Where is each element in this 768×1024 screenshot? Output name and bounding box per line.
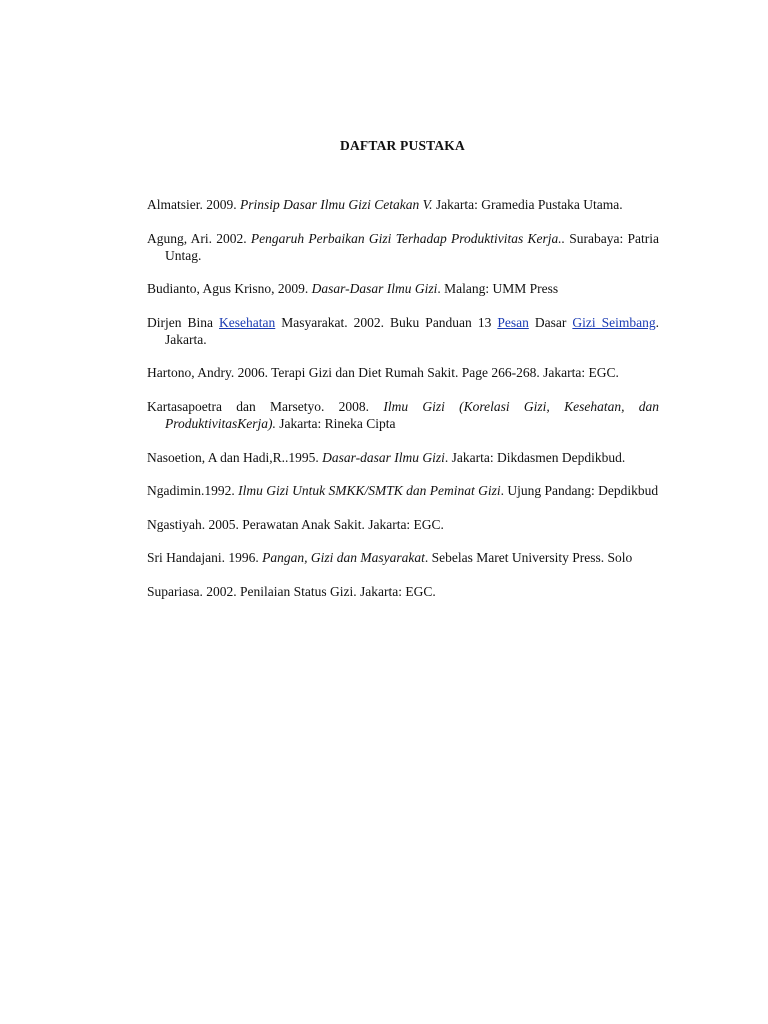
reference-entry <box>147 482 659 499</box>
reference-entry <box>147 280 659 297</box>
reference-entry <box>147 449 659 466</box>
reference-title: Dasar-Dasar Ilmu Gizi <box>311 281 438 297</box>
reference-text: Budianto, Agus Krisno, 2009. <box>147 281 312 297</box>
reference-entry <box>147 583 659 600</box>
reference-text: Almatsier. 2009. <box>147 197 240 212</box>
reference-text: . Malang: UMM Press <box>437 281 559 297</box>
reference-text: Dasar <box>528 314 573 330</box>
reference-text: Ngadimin.1992. <box>147 483 239 499</box>
reference-title: Dasar-dasar Ilmu Gizi <box>322 449 445 465</box>
reference-entry <box>147 549 659 566</box>
reference-title: Ilmu Gizi (Korelasi Gizi, Kesehatan, dan ProduktivitasKerja). <box>165 398 659 431</box>
reference-entry <box>147 364 659 381</box>
reference-entry <box>147 196 659 213</box>
reference-link[interactable]: Gizi Seimbang <box>572 314 656 330</box>
reference-text: . Jakarta: Dikdasmen Depdikbud. <box>444 449 626 465</box>
reference-entry <box>147 516 659 533</box>
reference-text: . Jakarta. <box>165 314 660 347</box>
reference-text: Agung, Ari. 2002. <box>147 230 251 246</box>
reference-text: . Sebelas Maret University Press. Solo <box>424 550 633 566</box>
reference-title: Ilmu Gizi Untuk SMKK/SMTK dan Peminat Gizi <box>238 483 501 499</box>
reference-entry <box>147 398 659 432</box>
reference-link[interactable]: Pesan <box>497 314 529 330</box>
reference-title: Pangan, Gizi dan Masyarakat <box>262 550 425 566</box>
reference-text: Sri Handajani. 1996. <box>147 550 263 566</box>
reference-text: . Ujung Pandang: Depdikbud <box>500 483 659 499</box>
reference-link[interactable]: Kesehatan <box>219 314 276 330</box>
reference-text: Supariasa. 2002. Penilaian Status Gizi. Jakarta: EGC. <box>147 583 436 599</box>
reference-entry <box>147 230 659 264</box>
reference-text: Jakarta: Gramedia Pustaka Utama. <box>432 197 623 212</box>
page-title: DAFTAR PUSTAKA <box>340 138 465 153</box>
reference-title: Pengaruh Perbaikan Gizi Terhadap Produktivitas Kerja.. <box>250 230 565 246</box>
reference-text: Surabaya: Patria Untag. <box>165 230 659 263</box>
reference-title: Prinsip Dasar Ilmu Gizi Cetakan V. <box>240 197 433 212</box>
reference-text: Jakarta: Rineka Cipta <box>275 415 396 431</box>
reference-text: Hartono, Andry. 2006. Terapi Gizi dan Diet Rumah Sakit. Page 266-268. Jakarta: EGC. <box>147 365 619 381</box>
reference-text: Masyarakat. 2002. Buku Panduan 13 <box>275 314 498 330</box>
reference-entry <box>147 314 659 348</box>
reference-text: Kartasapoetra dan Marsetyo. 2008. <box>147 398 384 414</box>
reference-text: Ngastiyah. 2005. Perawatan Anak Sakit. Jakarta: EGC. <box>147 516 444 532</box>
reference-text: Nasoetion, A dan Hadi,R..1995. <box>147 449 323 465</box>
reference-list <box>147 196 659 617</box>
reference-text: Dirjen Bina <box>147 314 220 330</box>
